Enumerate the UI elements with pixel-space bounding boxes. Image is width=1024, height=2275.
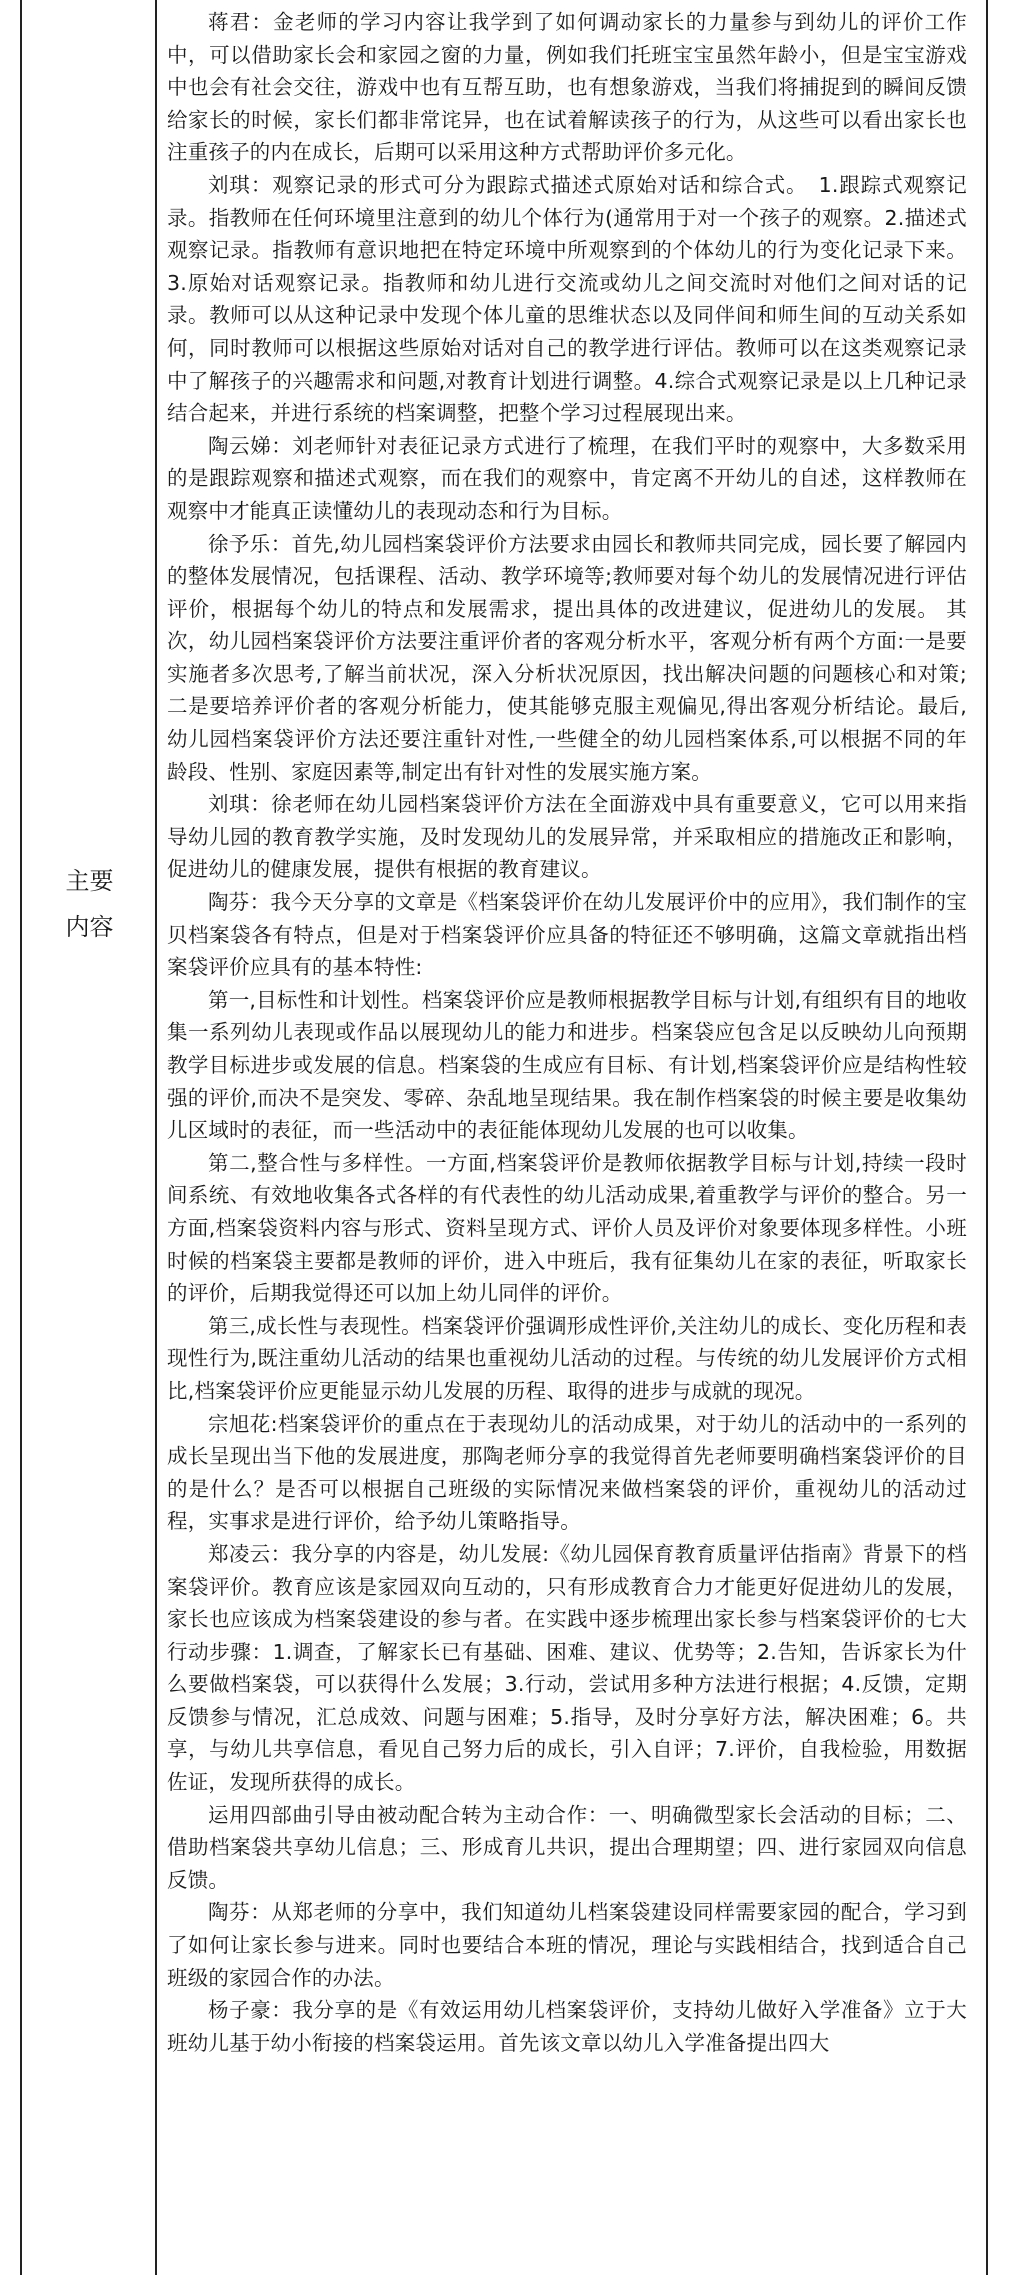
- paragraph: 徐予乐：首先,幼儿园档案袋评价方法要求由园长和教师共同完成，园长要了解园内的整体发展情况，包括课程、活动、教学环境等;教师要对每个幼儿的发展情况进行评估评价，根据每个幼儿的特点和发展需求，提出具体的改进建议，促进幼儿的发展。 其次，幼儿园档案袋评价方法要注重评价者的客观分析水平，客观分析有两个方面:一是要实施者多次思考,了解当前状况，深入分析状况原因，找出解决问题的问题核心和对策; 二是要培养评价者的客观分析能力，使其能够克服主观偏见,得出客观分析结论。最后,幼儿园档案袋评价方法还要注重针对性,一些健全的幼儿园档案体系,可以根据不同的年龄段、性别、家庭因素等,制定出有针对性的发展实施方案。: [167, 531, 967, 784]
- content-table: [20, 0, 988, 2275]
- paragraph: 杨子豪：我分享的是《有效运用幼儿档案袋评价，支持幼儿做好入学准备》立于大班幼儿基于幼小衔接的档案袋运用。首先该文章以幼儿入学准备提出四大: [167, 1998, 967, 2055]
- paragraph: 蒋君：金老师的学习内容让我学到了如何调动家长的力量参与到幼儿的评价工作中，可以借助家长会和家园之窗的力量，例如我们托班宝宝虽然年龄小，但是宝宝游戏中也会有社会交往，游戏中也有互帮互助，也有想象游戏，当我们将捕捉到的瞬间反馈给家长的时候，家长们都非常诧异，也在试着解读孩子的行为，从这些可以看出家长也注重孩子的内在成长，后期可以采用这种方式帮助评价多元化。: [167, 10, 967, 165]
- section-label-line1: 主要: [65, 867, 114, 895]
- paragraph: 运用四部曲引导由被动配合转为主动合作：一、明确微型家长会活动的目标；二、借助档案袋共享幼儿信息；三、形成育儿共识，提出合理期望；四、进行家园双向信息反馈。: [167, 1802, 967, 1892]
- paragraph: 第二,整合性与多样性。一方面,档案袋评价是教师依据教学目标与计划,持续一段时间系统、有效地收集各式各样的有代表性的幼儿活动成果,着重教学与评价的整合。另一方面,档案袋资料内容与形式、资料呈现方式、评价人员及评价对象要体现多样性。小班时候的档案袋主要都是教师的评价，进入中班后，我有征集幼儿在家的表征，听取家长的评价，后期我觉得还可以加上幼儿同伴的评价。: [167, 1150, 967, 1306]
- paragraph: 宗旭花:档案袋评价的重点在于表现幼儿的活动成果，对于幼儿的活动中的一系列的成长呈现出当下他的发展进度，那陶老师分享的我觉得首先老师要明确档案袋评价的目的是什么？是否可以根据自己班级的实际情况来做档案袋的评价，重视幼儿的活动过程，实事求是进行评价，给予幼儿策略指导。: [167, 1411, 967, 1534]
- paragraph: 刘琪：徐老师在幼儿园档案袋评价方法在全面游戏中具有重要意义，它可以用来指导幼儿园的教育教学实施，及时发现幼儿的发展异常，并采取相应的措施改正和影响，促进幼儿的健康发展，提供有根据的教育建议。: [167, 792, 967, 882]
- paragraph: 陶云娣：刘老师针对表征记录方式进行了梳理，在我们平时的观察中，大多数采用的是跟踪观察和描述式观察，而在我们的观察中，肯定离不开幼儿的自述，这样教师在观察中才能真正读懂幼儿的表现动态和行为目标。: [167, 433, 967, 523]
- paragraph: 陶芬：我今天分享的文章是《档案袋评价在幼儿发展评价中的应用》，我们制作的宝贝档案袋各有特点，但是对于档案袋评价应具备的特征还不够明确，这篇文章就指出档案袋评价应具有的基本特性:: [167, 890, 967, 980]
- paragraph: 郑凌云：我分享的内容是，幼儿发展:《幼儿园保育教育质量评估指南》背景下的档案袋评价。教育应该是家园双向互动的，只有形成教育合力才能更好促进幼儿的发展，家长也应该成为档案袋建设的参与者。在实践中逐步梳理出家长参与档案袋评价的七大行动步骤：1.调查，了解家长已有基础、困难、建议、优势等；2.告知，告诉家长为什么要做档案袋，可以获得什么发展；3.行动，尝试用多种方法进行根据；4.反馈，定期反馈参与情况，汇总成效、问题与困难；5.指导，及时分享好方法，解决困难；6。共享，与幼儿共享信息，看见自己努力后的成长，引入自评；7.评价，自我检验，用数据佐证，发现所获得的成长。: [167, 1541, 967, 1795]
- section-label: [22, 858, 157, 950]
- paragraph: 第一,目标性和计划性。档案袋评价应是教师根据教学目标与计划,有组织有目的地收集一系列幼儿表现或作品以展现幼儿的能力和进步。档案袋应包含足以反映幼儿向预期教学目标进步或发展的信息。档案袋的生成应有目标、有计划,档案袋评价应是结构性较强的评价,而决不是突发、零碎、杂乱地呈现结果。我在制作档案袋的时候主要是收集幼儿区域时的表征，而一些活动中的表征能体现幼儿发展的也可以收集。: [167, 987, 967, 1143]
- paragraph: 陶芬：从郑老师的分享中，我们知道幼儿档案袋建设同样需要家园的配合，学习到了如何让家长参与进来。同时也要结合本班的情况，理论与实践相结合，找到适合自己班级的家园合作的办法。: [167, 1900, 967, 1990]
- label-column: [22, 0, 157, 2275]
- paragraph: 刘琪：观察记录的形式可分为跟踪式描述式原始对话和综合式。 1.跟踪式观察记录。指教师在任何环境里注意到的幼儿个体行为(通常用于对一个孩子的观察。2.描述式观察记录。指教师有意识地把在特定环境中所观察到的个体幼儿的行为变化记录下来。3.原始对话观察记录。指教师和幼儿进行交流或幼儿之间交流时对他们之间对话的记录。教师可以从这种记录中发现个体儿童的思维状态以及同伴间和师生间的互动关系如何，同时教师可以根据这些原始对话对自己的教学进行评估。教师可以在这类观察记录中了解孩子的兴趣需求和问题,对教育计划进行调整。4.综合式观察记录是以上几种记录结合起来，并进行系统的档案调整，把整个学习过程展现出来。: [167, 172, 967, 426]
- section-label-line2: 内容: [65, 913, 114, 941]
- paragraph: 第三,成长性与表现性。档案袋评价强调形成性评价,关注幼儿的成长、变化历程和表现性行为,既注重幼儿活动的结果也重视幼儿活动的过程。与传统的幼儿发展评价方式相比,档案袋评价应更能显示幼儿发展的历程、取得的进步与成就的现况。: [167, 1313, 967, 1403]
- content-column: [167, 0, 967, 2275]
